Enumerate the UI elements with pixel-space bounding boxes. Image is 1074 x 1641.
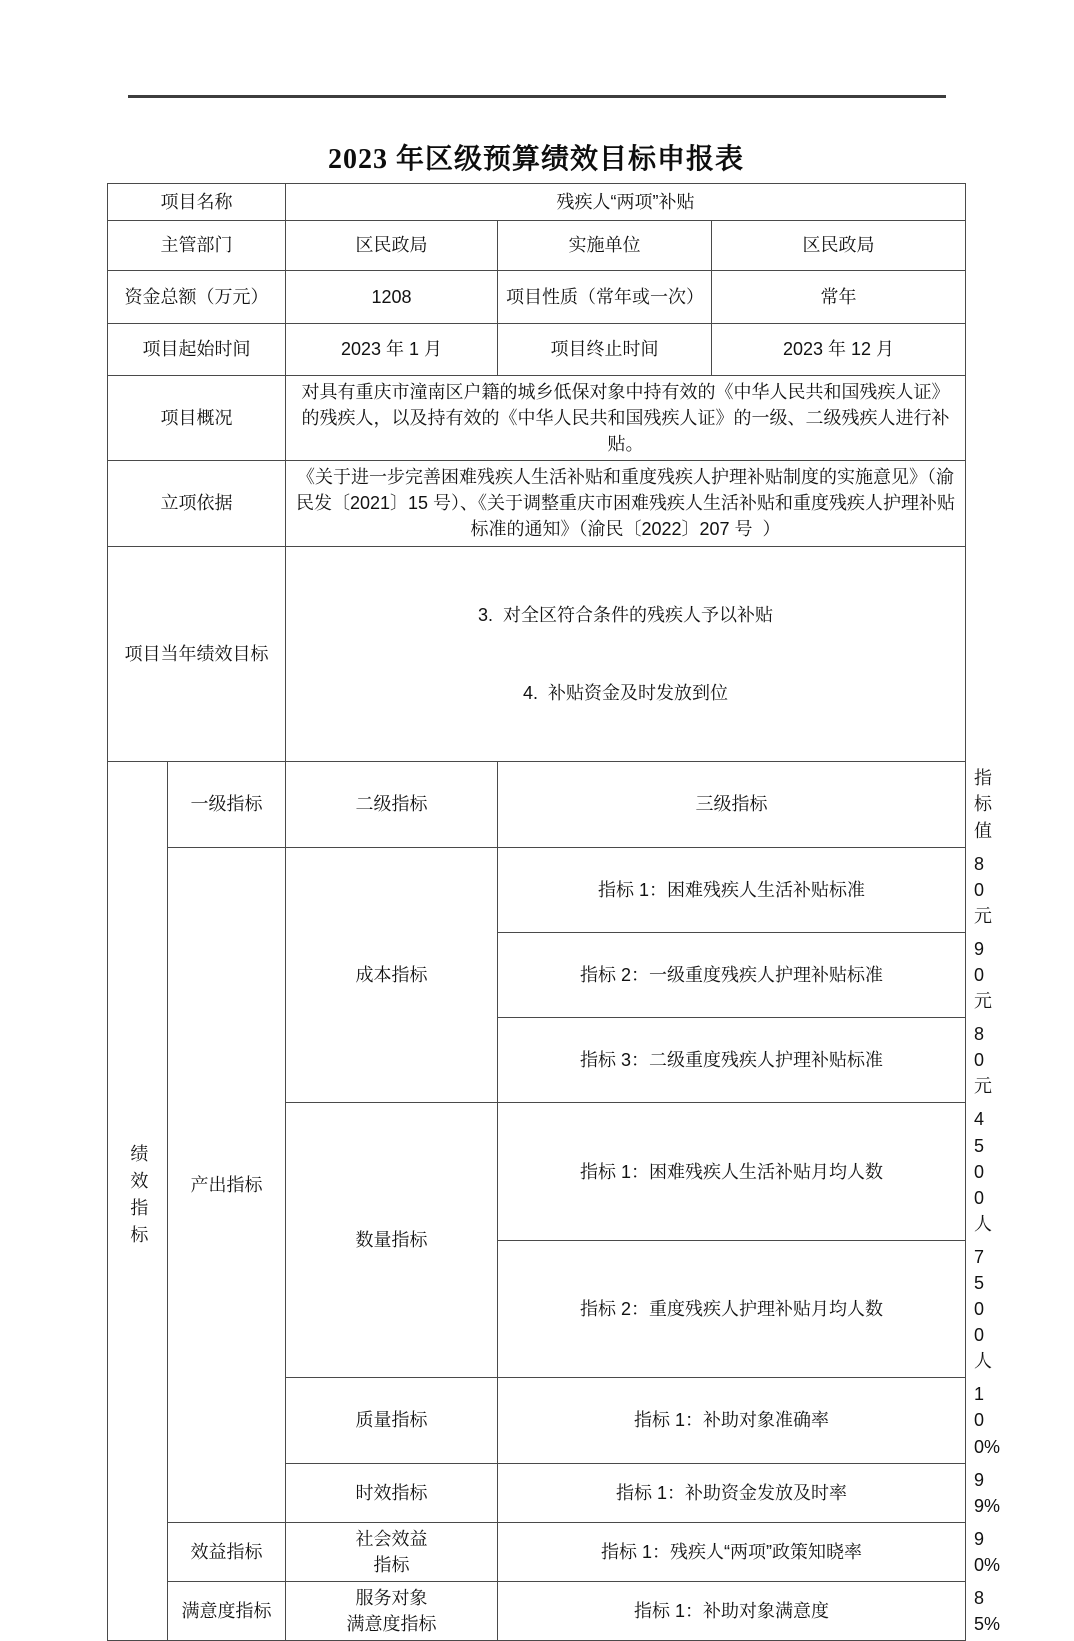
table-row: 数量指标 指标 1：困难残疾人生活补贴月均人数 4500 人 [108, 1103, 966, 1240]
page-title: 2023 年区级预算绩效目标申报表 [327, 144, 744, 175]
table-row: 指标 2：重度残疾人护理补贴月均人数 7500 人 [108, 1240, 966, 1377]
table-row [108, 461, 966, 546]
department-value: 区民政局 [286, 221, 498, 271]
performance-indicators-side-label [108, 762, 168, 1641]
table-row: 指标 3：二级重度残疾人护理补贴标准 80 元 [108, 1018, 966, 1103]
level2-social-benefit: 社会效益 指标 [286, 1522, 498, 1581]
performance-indicators-vertical-text: 绩效指标 [128, 1143, 149, 1252]
department-label: 主管部门 [108, 221, 286, 271]
end-time-label: 项目终止时间 [498, 324, 712, 376]
table-row: 产出指标 成本指标 指标 1：困难残疾人生活补贴标准 80 元 [108, 847, 966, 932]
level1-satisfaction: 满意度指标 [168, 1582, 286, 1641]
table-row: 绩效指标 一级指标 二级指标 三级指标 指标值 [108, 762, 966, 847]
header-level3: 三级指标 [498, 762, 966, 847]
overview-value: 对具有重庆市潼南区户籍的城乡低保对象中持有效的《中华人民共和国残疾人证》的残疾人，以及持有效的《中华人民共和国残疾人证》的一级、二级残疾人进行补贴。 [286, 376, 966, 461]
table-row [108, 221, 966, 271]
annual-goal-item: 3. 对全区符合条件的残疾人予以补贴 [477, 604, 773, 625]
annual-goal-item: 4. 补贴资金及时发放到位 [522, 683, 728, 704]
basis-label: 立项依据 [108, 461, 286, 546]
implement-unit-label: 实施单位 [498, 221, 712, 271]
declaration-form-table [107, 183, 1001, 1641]
annual-goal-label: 项目当年绩效目标 [108, 546, 286, 762]
annual-goal-value [286, 546, 966, 762]
total-fund-value: 1208 [286, 271, 498, 324]
implement-unit-value: 区民政局 [712, 221, 966, 271]
header-rule [128, 95, 946, 98]
table-row [108, 546, 966, 762]
header-level2: 二级指标 [286, 762, 498, 847]
level2-timeliness: 时效指标 [286, 1463, 498, 1522]
level2-quality: 质量指标 [286, 1378, 498, 1463]
start-time-value: 2023 年 1 月 [286, 324, 498, 376]
table-row [108, 324, 966, 376]
table-row [108, 271, 966, 324]
table-row: 效益指标 社会效益 指标 指标 1：残疾人“两项”政策知晓率 90% [108, 1522, 966, 1581]
project-name-value: 残疾人“两项”补贴 [286, 184, 966, 221]
end-time-value: 2023 年 12 月 [712, 324, 966, 376]
indicator-name: 指标 2：一级重度残疾人护理补贴标准 [498, 932, 966, 1017]
project-nature-value: 常年 [712, 271, 966, 324]
project-nature-label: 项目性质（常年或一次） [498, 271, 712, 324]
indicator-name: 指标 1：补助资金发放及时率 [498, 1463, 966, 1522]
indicator-name: 指标 1：困难残疾人生活补贴标准 [498, 847, 966, 932]
indicator-name: 指标 1：补助对象准确率 [498, 1378, 966, 1463]
table-row [108, 376, 966, 461]
overview-label: 项目概况 [108, 376, 286, 461]
indicator-name: 指标 1：困难残疾人生活补贴月均人数 [498, 1103, 966, 1240]
level2-service-satisfaction: 服务对象 满意度指标 [286, 1582, 498, 1641]
table-row: 质量指标 指标 1：补助对象准确率 100% [108, 1378, 966, 1463]
start-time-label: 项目起始时间 [108, 324, 286, 376]
indicator-name: 指标 3：二级重度残疾人护理补贴标准 [498, 1018, 966, 1103]
level2-quantity: 数量指标 [286, 1103, 498, 1378]
table-row: 指标 2：一级重度残疾人护理补贴标准 90 元 [108, 932, 966, 1017]
table-row: 时效指标 指标 1：补助资金发放及时率 99% [108, 1463, 966, 1522]
level1-benefit: 效益指标 [168, 1522, 286, 1581]
level2-cost: 成本指标 [286, 847, 498, 1103]
indicator-name: 指标 1：残疾人“两项”政策知晓率 [498, 1522, 966, 1581]
table-row: 满意度指标 服务对象 满意度指标 指标 1：补助对象满意度 85% [108, 1582, 966, 1641]
indicator-name: 指标 2：重度残疾人护理补贴月均人数 [498, 1240, 966, 1377]
indicator-name: 指标 1：补助对象满意度 [498, 1582, 966, 1641]
table-row [108, 184, 966, 221]
total-fund-label: 资金总额（万元） [108, 271, 286, 324]
header-level1: 一级指标 [168, 762, 286, 847]
basis-value: 《关于进一步完善困难残疾人生活补贴和重度残疾人护理补贴制度的实施意见》（渝民发〔2021〕15 号）、《关于调整重庆市困难残疾人生活补贴和重度残疾人护理补贴标准的通知》（渝民〔2022〕207 号 ） [286, 461, 966, 546]
level1-output: 产出指标 [168, 847, 286, 1522]
project-name-label: 项目名称 [108, 184, 286, 221]
